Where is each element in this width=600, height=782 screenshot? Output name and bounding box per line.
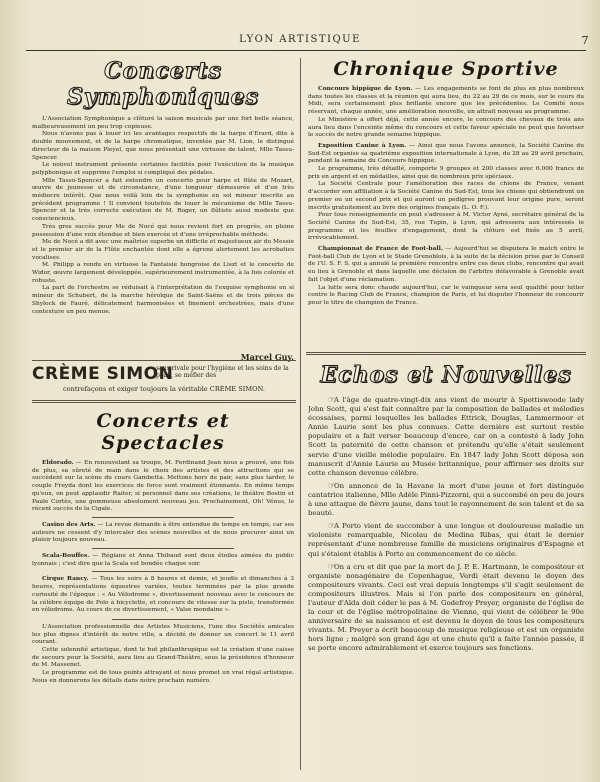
column-divider — [300, 58, 301, 770]
spectacles-title: Concerts et Spectacles — [96, 410, 230, 454]
ad-text-line1: sans rivale pour l'hygiène et les soins de la peau, se méfier des — [156, 365, 289, 380]
sportive-paragraph: Le Ministère a offert déjà, cette année encore, le concours des chevaux de trois ans aura lieu dans l'enceinte même du concours et cette faveur spéciale ne peut que favoriser le succès de notre grande semaine hippique. — [308, 116, 584, 139]
spectacles-item — [32, 459, 294, 514]
item-text: — Régiane et Anna Thibaud sont deux étoiles aimées du public lyonnais ; c'est dire que la Scala est bondée chaque soir. — [32, 553, 294, 567]
pointing-hand-icon: ☞ — [328, 561, 336, 571]
item-lead: Cirque Rancy. — [42, 575, 89, 583]
spectacles-paragraph: L'Association professionnelle des Artistes Musiciens, l'une des Sociétés amicales les plus dignes d'intérêt de notre ville, a décidé de donner un concert le 11 avril courant. — [32, 623, 294, 646]
section-rule — [32, 360, 296, 361]
echos-text: A l'âge de quatre-vingt-dix ans vient de mourir à Spottiswoode lady John Scott, qui s'est fait connaître par la composition de ballades et mélodies écossaises, parmi lesquelles les ballades Ettrick, Douglas, Lammermoor et Annie Laurie sont les plus connues. Cette dernière est surtout restée populaire et a fait verser beaucoup d'encre, car on a contesté à lady John Scott la paternité de cette chanson et prétendu qu'elle s'était seulement servie d'une vieille mélodie populaire. En 1847 lady John Scott déposa son manuscrit d'Annie Laurie au Musée britannique, pour affirmer ses droits sur cette chanson devenue célèbre. — [308, 396, 584, 477]
spectacles-paragraph: Le programme est de tous points attrayant et nous promet un vrai régal artistique. Nous en donnerons les détails dans notre prochain numéro. — [32, 670, 294, 684]
concerts-paragraph: La part de l'orchestre se réduisait à l'interprétation de l'exquise symphonie en si mineur de Schubert, de la marche héroïque de Saint-Saëns et de trois pièces de Shylock de Fauré, délicatement harmonisées et finement orchestrées, mais d'une contexture un peu menue. — [32, 285, 294, 315]
item-separator — [92, 571, 234, 572]
pointing-hand-icon: ☞ — [328, 521, 336, 531]
item-lead: Championnat de France de Foot-ball. — [318, 245, 443, 253]
concerts-title: Concerts Symphoniques — [66, 58, 260, 110]
sportive-item — [308, 85, 584, 117]
item-lead: Exposition Canine à Lyon. — [318, 141, 407, 149]
item-lead: Eldorado. — [42, 459, 74, 466]
item-text: — Ainsi que nous l'avons annoncé, la Société Canine du Sud-Est organise sa quatrième exposition internationale à Lyon, du 28 au 29 avril prochain, pendant la semaine du Concours hippique. — [308, 142, 584, 165]
running-header — [0, 34, 600, 48]
sportive-section — [308, 58, 584, 348]
concerts-section — [32, 58, 294, 358]
concerts-paragraph: Nous n'avons pas à louer ici les avantages respectifs de la harpe d'Erard, dite à double mouvement, et de la harpe chromatique, inventée par M. Lion, le distingué directeur de la maison Pleyel, que nous présentait une virtuose de talent, Mlle Tassu-Spencer. — [32, 131, 294, 161]
item-text: — En renouvelant sa troupe, M. Ferdinand Jean nous a prouvé, une fois de plus, sa sûreté de main dans le choix des artistes et des attractions qui se succèdent sur la scène du cours Gambetta. Mettons hors de pair, sans plus tarder, le couple Freyda dont les exercices de force sont vraiment étonnants. En même temps qu'eux, on peut applaudir Raiter, si personnel dans ses créations, le théâtre Bostin et Paule Cortès, une gommeuse absolument nouveau jeu. Prochainement, Oh! Vénus, le récent succès de la Cigale. — [32, 460, 294, 513]
item-separator — [92, 517, 234, 518]
echos-title: Echos et Nouvelles — [320, 362, 572, 388]
sportive-item — [308, 245, 584, 285]
spectacles-item — [32, 521, 294, 545]
spectacles-item — [32, 552, 294, 568]
item-lead: Concours hippique de Lyon. — [318, 85, 413, 92]
item-text: — Aujourd'hui se disputera le match entre le Foot-ball Club de Lyon et le Stade Grenoblois, à la suite de la décision prise par le Conseil de l'U. S. F. S. qui a annulé la première rencontre entre ces deux clubs, rencontre qui avait eu lieu à Grenoble et dans laquelle une décision de l'arbitre défavorable à Grenoble avait fait l'objet d'une réclamation. — [308, 246, 584, 283]
concerts-paragraph: Mlle Tassu-Spencer a fait entendre un concerto pour harpe et flûte de Mozart, œuvre de jeunesse et de circonstance, d'une longueur démesurée et d'un très médiocre intérêt. Que nous voilà loin de la symphonie en sol mineur inscrite au précédent programme ! Il convient toutefois de louer le mécanisme de Mlle Tassu-Spencer et la très correcte exécution de M. Roger, un flûtiste aussi modeste que consciencieux. — [32, 177, 294, 223]
sportive-paragraph: La Société Centrale pour l'amélioration des races de chiens de France, venant d'accorder son affiliation à la Société Canine du Sud-Est, tous les chiens qui obtiendront un premier ou un second prix et qui auront un pedigree prouvant leur origine pure, seront inscrits gratuitement au livre des origines français (L. O. F.). — [308, 181, 584, 211]
header-rule — [26, 50, 586, 51]
concerts-paragraph: M. Philipp a rendu en virtuose la Fantaisie hongroise de Liszt et le concerto de Widor, œuvre largement développée, supérieurement instrumentée, à la fois colorée et robuste. — [32, 262, 294, 284]
signature: Marcel Guy. — [240, 352, 294, 362]
item-text: — Tous les soirs à 8 heures et demie, et jeudis et dimanches à 3 heures, représentations équestres variées, toutes terminées par la plus grande curiosité de l'époque : « Au Vélodrome », divertissement nouveau avec le concours de la célèbre équipe de Polo à bicyclette, et concours de vitesse sur la piste, transformée en vélodrome. Au cours de ce divertissement, « Valse mondaine ». — [32, 576, 294, 614]
pointing-hand-icon: ☞ — [328, 395, 336, 404]
page-number: 7 — [581, 34, 590, 47]
section-rule — [32, 400, 296, 403]
concerts-paragraph: Me de Nocé a dit avec une maîtrise superbe un difficile et majestueux air du Messie et le premier air de la Flûte enchantée dont elle a égrené alertement les acrobaties vocalises. — [32, 239, 294, 261]
creme-simon-ad — [32, 364, 296, 396]
spectacles-item — [32, 575, 294, 615]
echos-text: On a cru et dit que par la mort de J. P. E. Hartmann, le compositeur et organiste nonagénaire de Copenhague, Verdi était devenu le doyen des compositeurs vivants. Ceci est vrai depuis longtemps s'il s'agit seulement de compositeurs illustres. Mais si l'on parle des compositeurs en général, l'auteur d'Aïda doit céder le pas à M. Godefroy Preyer, organiste de l'église de la cour et de l'église métropolitaine de Vienne, qui vient de célébrer le 90e anniversaire de sa naissance et est devenu le doyen de tous les compositeurs vivants. M. Preyer a écrit beaucoup de musique religieuse et est un organiste hors ligne ; malgré son grand âge et une chute qu'il a faite l'année passée, il se porte encore admirablement et exerce toujours ses fonctions. — [308, 562, 584, 653]
concerts-paragraph: Très gros succès pour Me de Nocé qui nous revient fort en progrès, en pleine possession d'une voix étendue et bien exercée et d'une irréprochable méthode. — [32, 223, 294, 238]
item-separator — [112, 619, 214, 620]
item-text: — La revue demande à être entendue de temps en temps, car ses auteurs ne cessent d'y intercaler des scènes nouvelles et de nous procurer ainsi un plaisir toujours nouveau. — [32, 521, 294, 544]
echos-paragraph — [308, 521, 584, 558]
sportive-paragraph: Pour tous renseignements on peut s'adresser à M. Victor Ayné, secrétaire général de la Société Canine du Sud-Est, 35, rue Tupin, à Lyon, qui adressera aux intéressés le programme et les feuilles d'engagement, dont la clôture est fixée au 5 avril, irrévocablement. — [308, 212, 584, 242]
echos-text: On annonce de la Havane la mort d'une jeune et fort distinguée cantatrice italienne, Mlle Adèle Pinni-Pizzorni, qui a succombé en peu de jours à une attaque de fièvre jaune, dans tout le rayonnement de son talent et de sa beauté. — [308, 481, 584, 518]
ad-brand: CRÈME SIMON — [32, 364, 174, 384]
item-lead: Casino des Arts. — [42, 520, 96, 528]
item-text: — Les engagements se font de plus en plus nombreux dans toutes les classes et la réunion qui aura lieu, du 22 au 29 de ce mois, sur le cours du Midi, sera certainement plus brillante encore que les précédentes. Le Comité nous réservant, chaque année, une amélioration nouvelle, un attrait nouveau au programme. — [308, 86, 584, 116]
sportive-title: Chronique Sportive — [333, 58, 559, 80]
concerts-paragraph: Le nouvel instrument présente certaines facilités pour l'exécution de la musique polyphonique et supprime l'emploi si compliqué des pédales. — [32, 162, 294, 176]
item-separator — [92, 548, 234, 549]
sportive-paragraph: Le programme, très détaillé, comporte 9 groupes et 200 classes avec 6.000 francs de prix en argent et en médailles, ainsi que de nombreux prix spéciaux. — [308, 166, 584, 180]
pointing-hand-icon: ☞ — [328, 480, 336, 490]
echos-paragraph — [308, 395, 584, 478]
journal-title: LYON ARTISTIQUE — [239, 34, 361, 45]
sportive-item — [308, 142, 584, 166]
echos-text: A Porto vient de succomber à une longue et douloureuse maladie un violoniste remarquable, Nicolau de Medina Ribas, qui était le dernier représentant d'une nombreuse famille de musiciens originaires d'Espagne et qui s'étaient établis à Porto au commencement de ce siècle. — [308, 522, 584, 558]
echos-paragraph — [308, 481, 584, 518]
echos-paragraph — [308, 562, 584, 654]
echos-section — [308, 362, 584, 772]
sportive-paragraph: La lutte sera donc chaude aujourd'hui, car le vainqueur sera seul qualifié pour lutter contre le Racing Club de France, champion de Paris, et lui disputer l'honneur de concourir pour le titre de champion de France. — [308, 284, 584, 306]
concerts-paragraph: L'Association Symphonique a clôturé la saison musicale par une fort belle séance, malheureusement un peu trop copieuse. — [32, 116, 294, 130]
spectacles-paragraph: Cette solennité artistique, dont le but philanthropique est la création d'une caisse de secours pour la Société, aura lieu au Grand-Théâtre, sous la présidence d'honneur de M. Massenet. — [32, 647, 294, 669]
ad-text-line2: contrefaçons et exiger toujours la véritable CRÈME SIMON. — [62, 385, 266, 393]
spectacles-section — [32, 410, 294, 770]
section-rule — [306, 352, 586, 355]
item-lead: Scala-Bouffes. — [42, 552, 90, 560]
